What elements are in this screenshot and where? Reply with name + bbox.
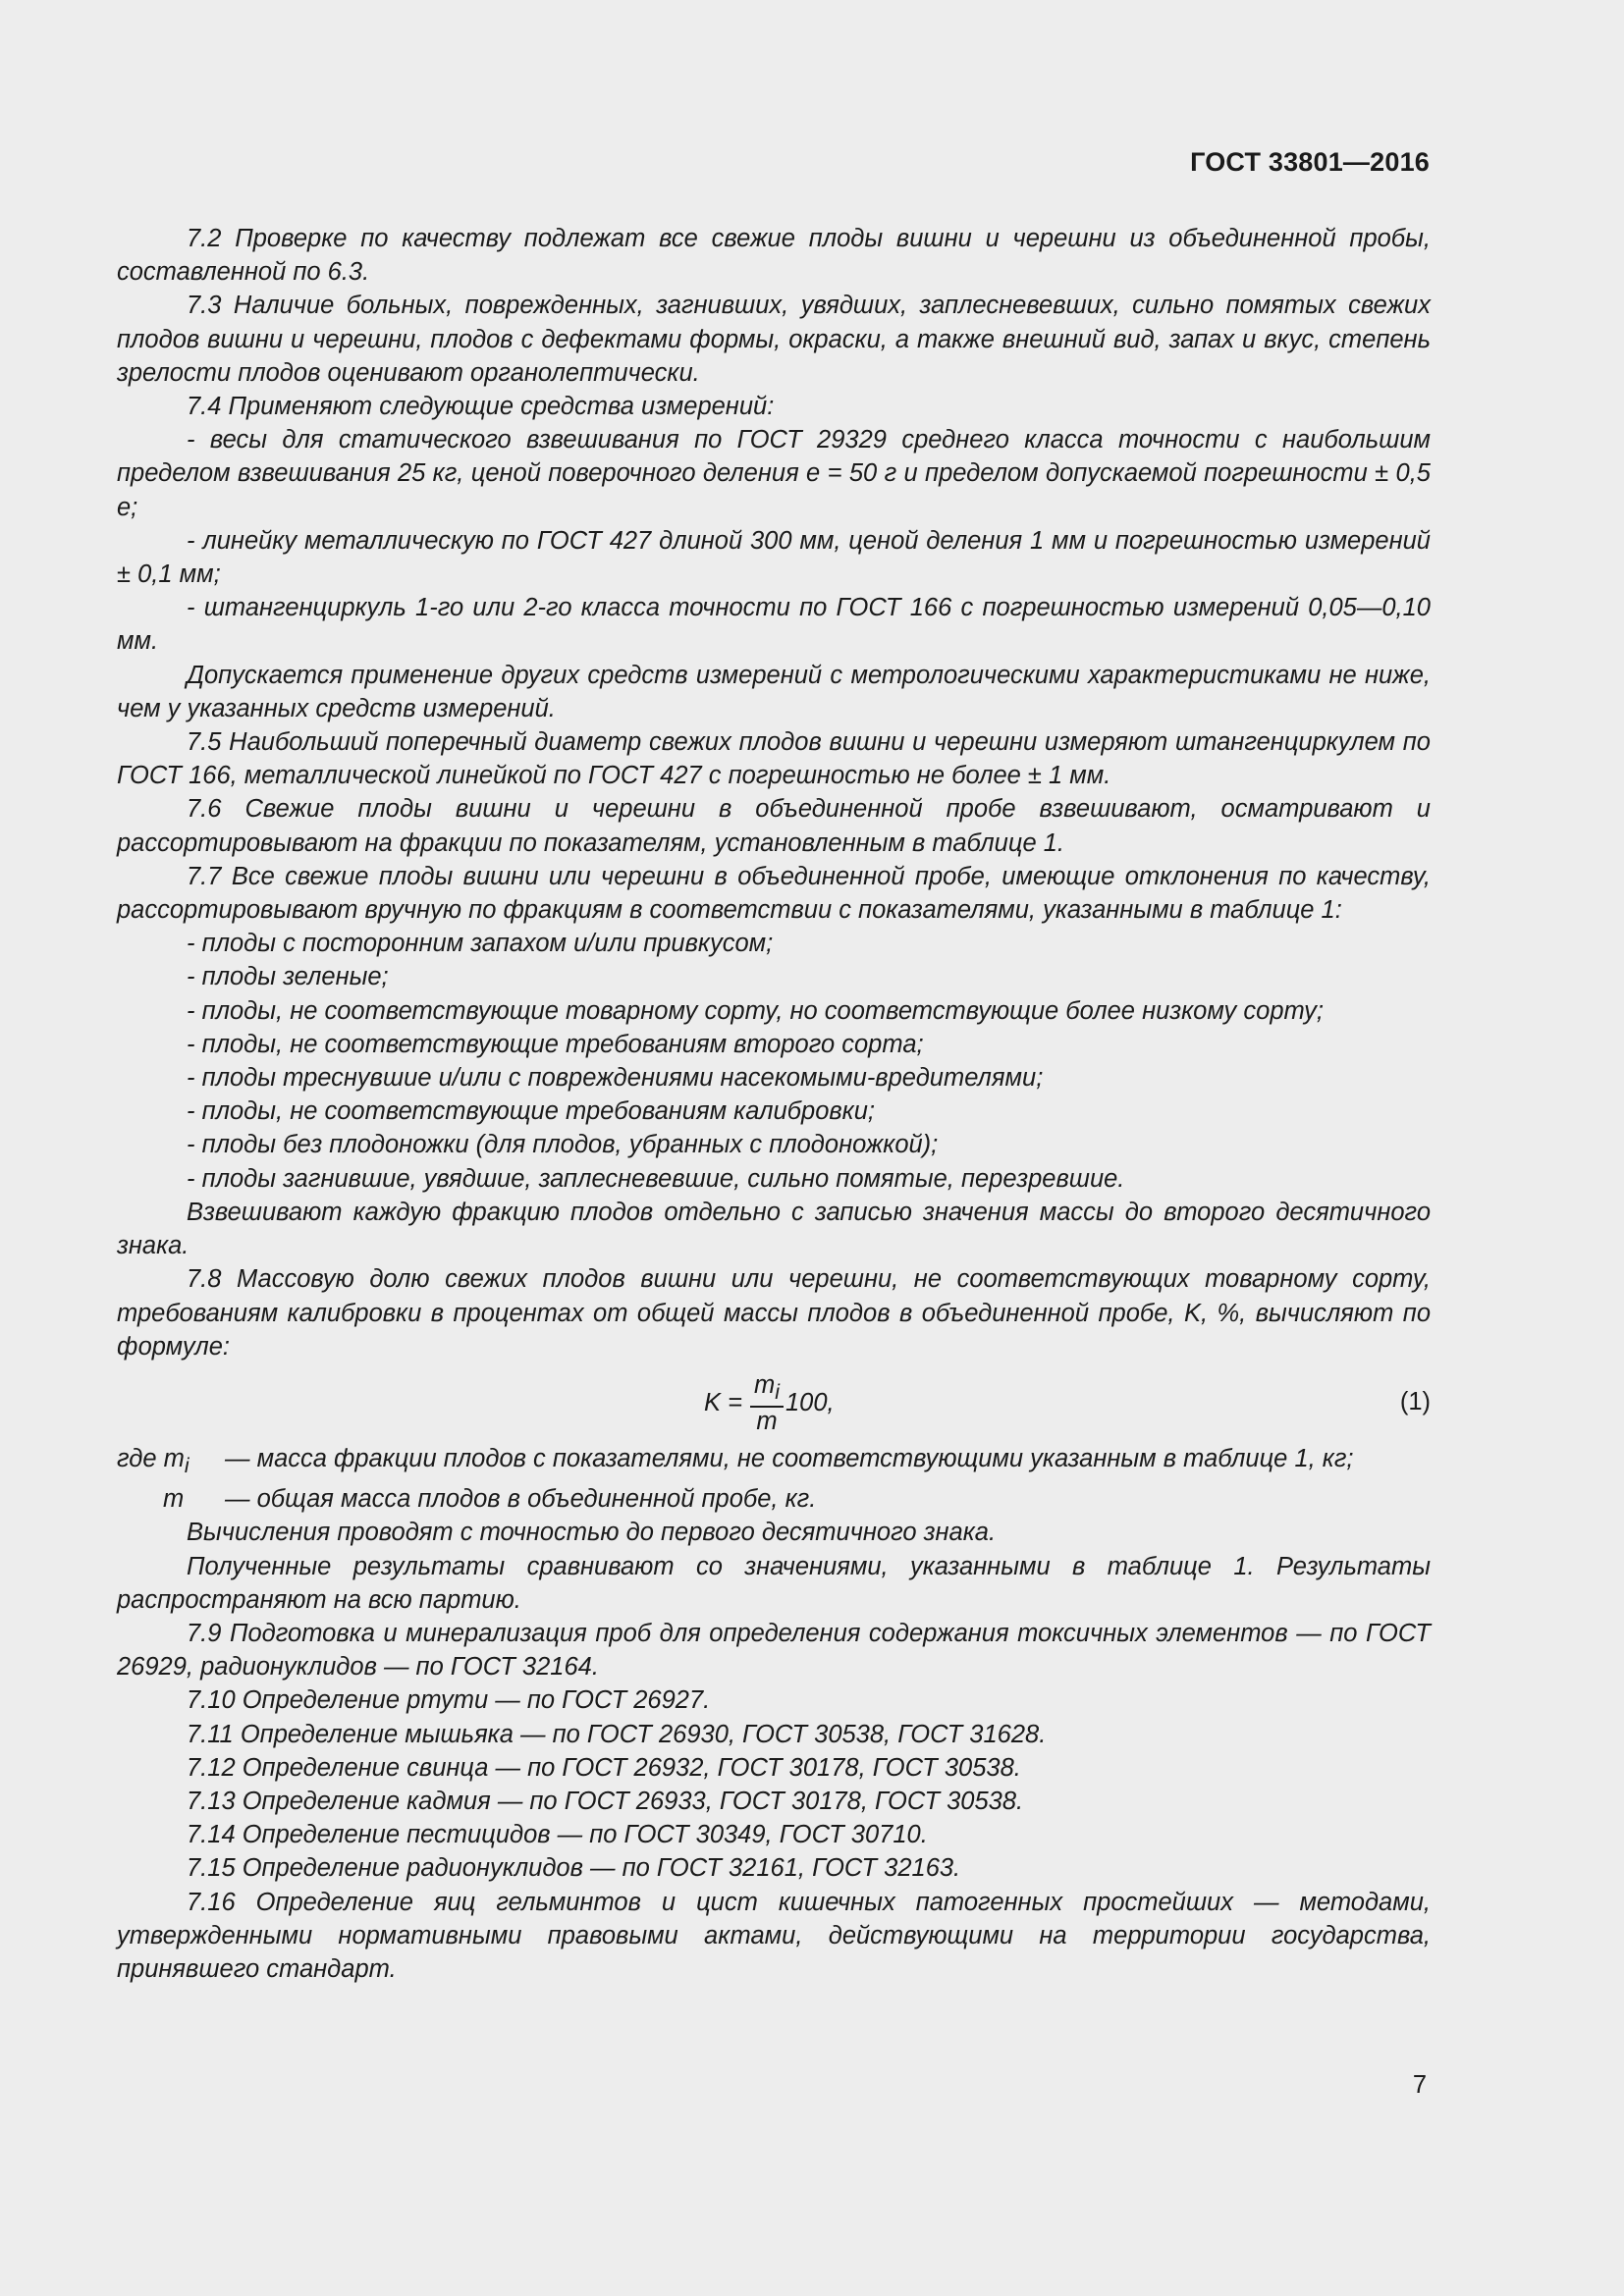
formula-numerator bbox=[750, 1371, 784, 1408]
formula-lhs: K = bbox=[704, 1389, 742, 1417]
list-item: - плоды без плодоножки (для плодов, убранных с плодоножкой); bbox=[187, 1131, 939, 1159]
where-symbol-1 bbox=[117, 1442, 225, 1482]
paragraph-7-8: 7.8 Массовую долю свежих плодов вишни или черешни, не соответствующих товарному сорту, требованиям калибровки в процентах от общей массы плодов в объединенной пробе, K, %, вычисляют по формуле: bbox=[117, 1265, 1431, 1361]
document-header: ГОСТ 33801—2016 bbox=[1190, 147, 1430, 177]
list-item: - плоды загнившие, увядшие, заплесневевшие, сильно помятые, перезревшие. bbox=[187, 1164, 1125, 1193]
page-number: 7 bbox=[1412, 2071, 1427, 2099]
calc-precision: Вычисления проводят с точностью до первого десятичного знака. bbox=[187, 1519, 997, 1547]
where-symbol-1-sub: i bbox=[184, 1454, 189, 1477]
formula-block bbox=[117, 1363, 1431, 1435]
formula-numerator-sub: i bbox=[775, 1380, 780, 1404]
paragraph-7-14: 7.14 Определение пестицидов — по ГОСТ 30349, ГОСТ 30710. bbox=[187, 1821, 928, 1849]
list-item-caliper: - штангенциркуль 1-го или 2-го класса точности по ГОСТ 166 с погрешностью измерений 0,05—0,10 мм. bbox=[117, 594, 1431, 656]
paragraph-7-12: 7.12 Определение свинца — по ГОСТ 26932, ГОСТ 30178, ГОСТ 30538. bbox=[187, 1753, 1021, 1782]
where-prefix: где bbox=[117, 1444, 157, 1472]
formula bbox=[704, 1371, 835, 1435]
list-item-ruler: - линейку металлическую по ГОСТ 427 длиной 300 мм, ценой деления 1 мм и погрешностью измерений ± 0,1 мм; bbox=[117, 526, 1431, 589]
paragraph-7-7-weigh: Взвешивают каждую фракцию плодов отдельно с записью значения массы до второго десятичного знака. bbox=[117, 1198, 1431, 1260]
where-description-2: — общая масса плодов в объединенной пробе, кг. bbox=[225, 1485, 817, 1514]
formula-number: (1) bbox=[1399, 1387, 1431, 1415]
list-item: - плоды треснувшие и/или с повреждениями насекомыми-вредителями; bbox=[187, 1064, 1044, 1093]
list-item: - плоды, не соответствующие требованиям второго сорта; bbox=[187, 1030, 924, 1058]
formula-denominator: m bbox=[756, 1408, 778, 1435]
formula-fraction bbox=[750, 1371, 784, 1435]
results-paragraph: Полученные результаты сравнивают со значениями, указанными в таблице 1. Результаты распространяют на всю партию. bbox=[117, 1552, 1431, 1614]
paragraph-7-4-note: Допускается применение других средств измерений с метрологическими характеристиками не ниже, чем у указанных средств измерений. bbox=[117, 661, 1431, 722]
paragraph-7-9: 7.9 Подготовка и минерализация проб для определения содержания токсичных элементов — по ГОСТ 26929, радионуклидов — по ГОСТ 32164. bbox=[117, 1620, 1431, 1682]
paragraph-7-7: 7.7 Все свежие плоды вишни или черешни в объединенной пробе, имеющие отклонения по качеству, рассортировывают вручную по фракциям в соответствии с показателями, указанными в таблице 1: bbox=[117, 862, 1431, 925]
where-description-1: — масса фракции плодов с показателями, не соответствующими указанным в таблице 1, кг; bbox=[225, 1444, 1354, 1472]
paragraph-7-6: 7.6 Свежие плоды вишни и черешни в объединенной пробе взвешивают, осматривают и рассортировывают на фракции по показателям, установленным в таблице 1. bbox=[117, 795, 1431, 857]
paragraph-7-13: 7.13 Определение кадмия — по ГОСТ 26933, ГОСТ 30178, ГОСТ 30538. bbox=[187, 1788, 1024, 1816]
list-item: - плоды с посторонним запахом и/или привкусом; bbox=[187, 930, 774, 958]
list-item: - плоды, не соответствующие товарному сорту, но соответствующие более низкому сорту; bbox=[187, 996, 1325, 1025]
paragraph-7-16: 7.16 Определение яиц гельминтов и цист кишечных патогенных простейших — методами, утвержденными нормативными правовыми актами, действующими на территории государства, принявшего стандарт. bbox=[117, 1888, 1431, 1984]
where-definition-2 bbox=[117, 1482, 1431, 1516]
paragraph-7-10: 7.10 Определение ртути — по ГОСТ 26927. bbox=[187, 1686, 711, 1715]
paragraph-7-5: 7.5 Наибольший поперечный диаметр свежих плодов вишни и черешни измеряют штангенциркулем по ГОСТ 166, металлической линейкой по ГОСТ 427 с погрешностью не более ± 1 мм. bbox=[117, 728, 1431, 790]
paragraph-7-11: 7.11 Определение мышьяка — по ГОСТ 26930, ГОСТ 30538, ГОСТ 31628. bbox=[187, 1720, 1047, 1748]
list-item: - плоды зеленые; bbox=[187, 963, 389, 991]
formula-multiplier: 100, bbox=[785, 1389, 835, 1417]
paragraph-7-3: 7.3 Наличие больных, поврежденных, загнивших, увядших, заплесневевших, сильно помятых свежих плодов вишни и черешни, плодов с дефектами формы, окраски, а также внешний вид, запах и вкус, степень зрелости плодов оценивают органолептически. bbox=[117, 292, 1431, 387]
list-item: - плоды, не соответствующие требованиям калибровки; bbox=[187, 1097, 875, 1126]
formula-numerator-base: m bbox=[754, 1370, 776, 1399]
paragraph-7-15: 7.15 Определение радионуклидов — по ГОСТ 32161, ГОСТ 32163. bbox=[187, 1854, 961, 1883]
paragraph-7-4: 7.4 Применяют следующие средства измерений: bbox=[187, 393, 775, 421]
paragraph-7-2: 7.2 Проверке по качеству подлежат все свежие плоды вишни и черешни из объединенной пробы, составленной по 6.3. bbox=[117, 225, 1431, 287]
where-symbol-1-base: m bbox=[163, 1444, 185, 1472]
where-definition-1 bbox=[117, 1442, 1431, 1482]
list-item-scales: - весы для статического взвешивания по ГОСТ 29329 среднего класса точности с наибольшим пределом взвешивания 25 кг, ценой поверочного деления e = 50 г и пределом допускаемой погрешности ± 0,5 e; bbox=[117, 426, 1431, 521]
where-symbol-2: m bbox=[163, 1485, 185, 1514]
document-body bbox=[117, 222, 1431, 1986]
